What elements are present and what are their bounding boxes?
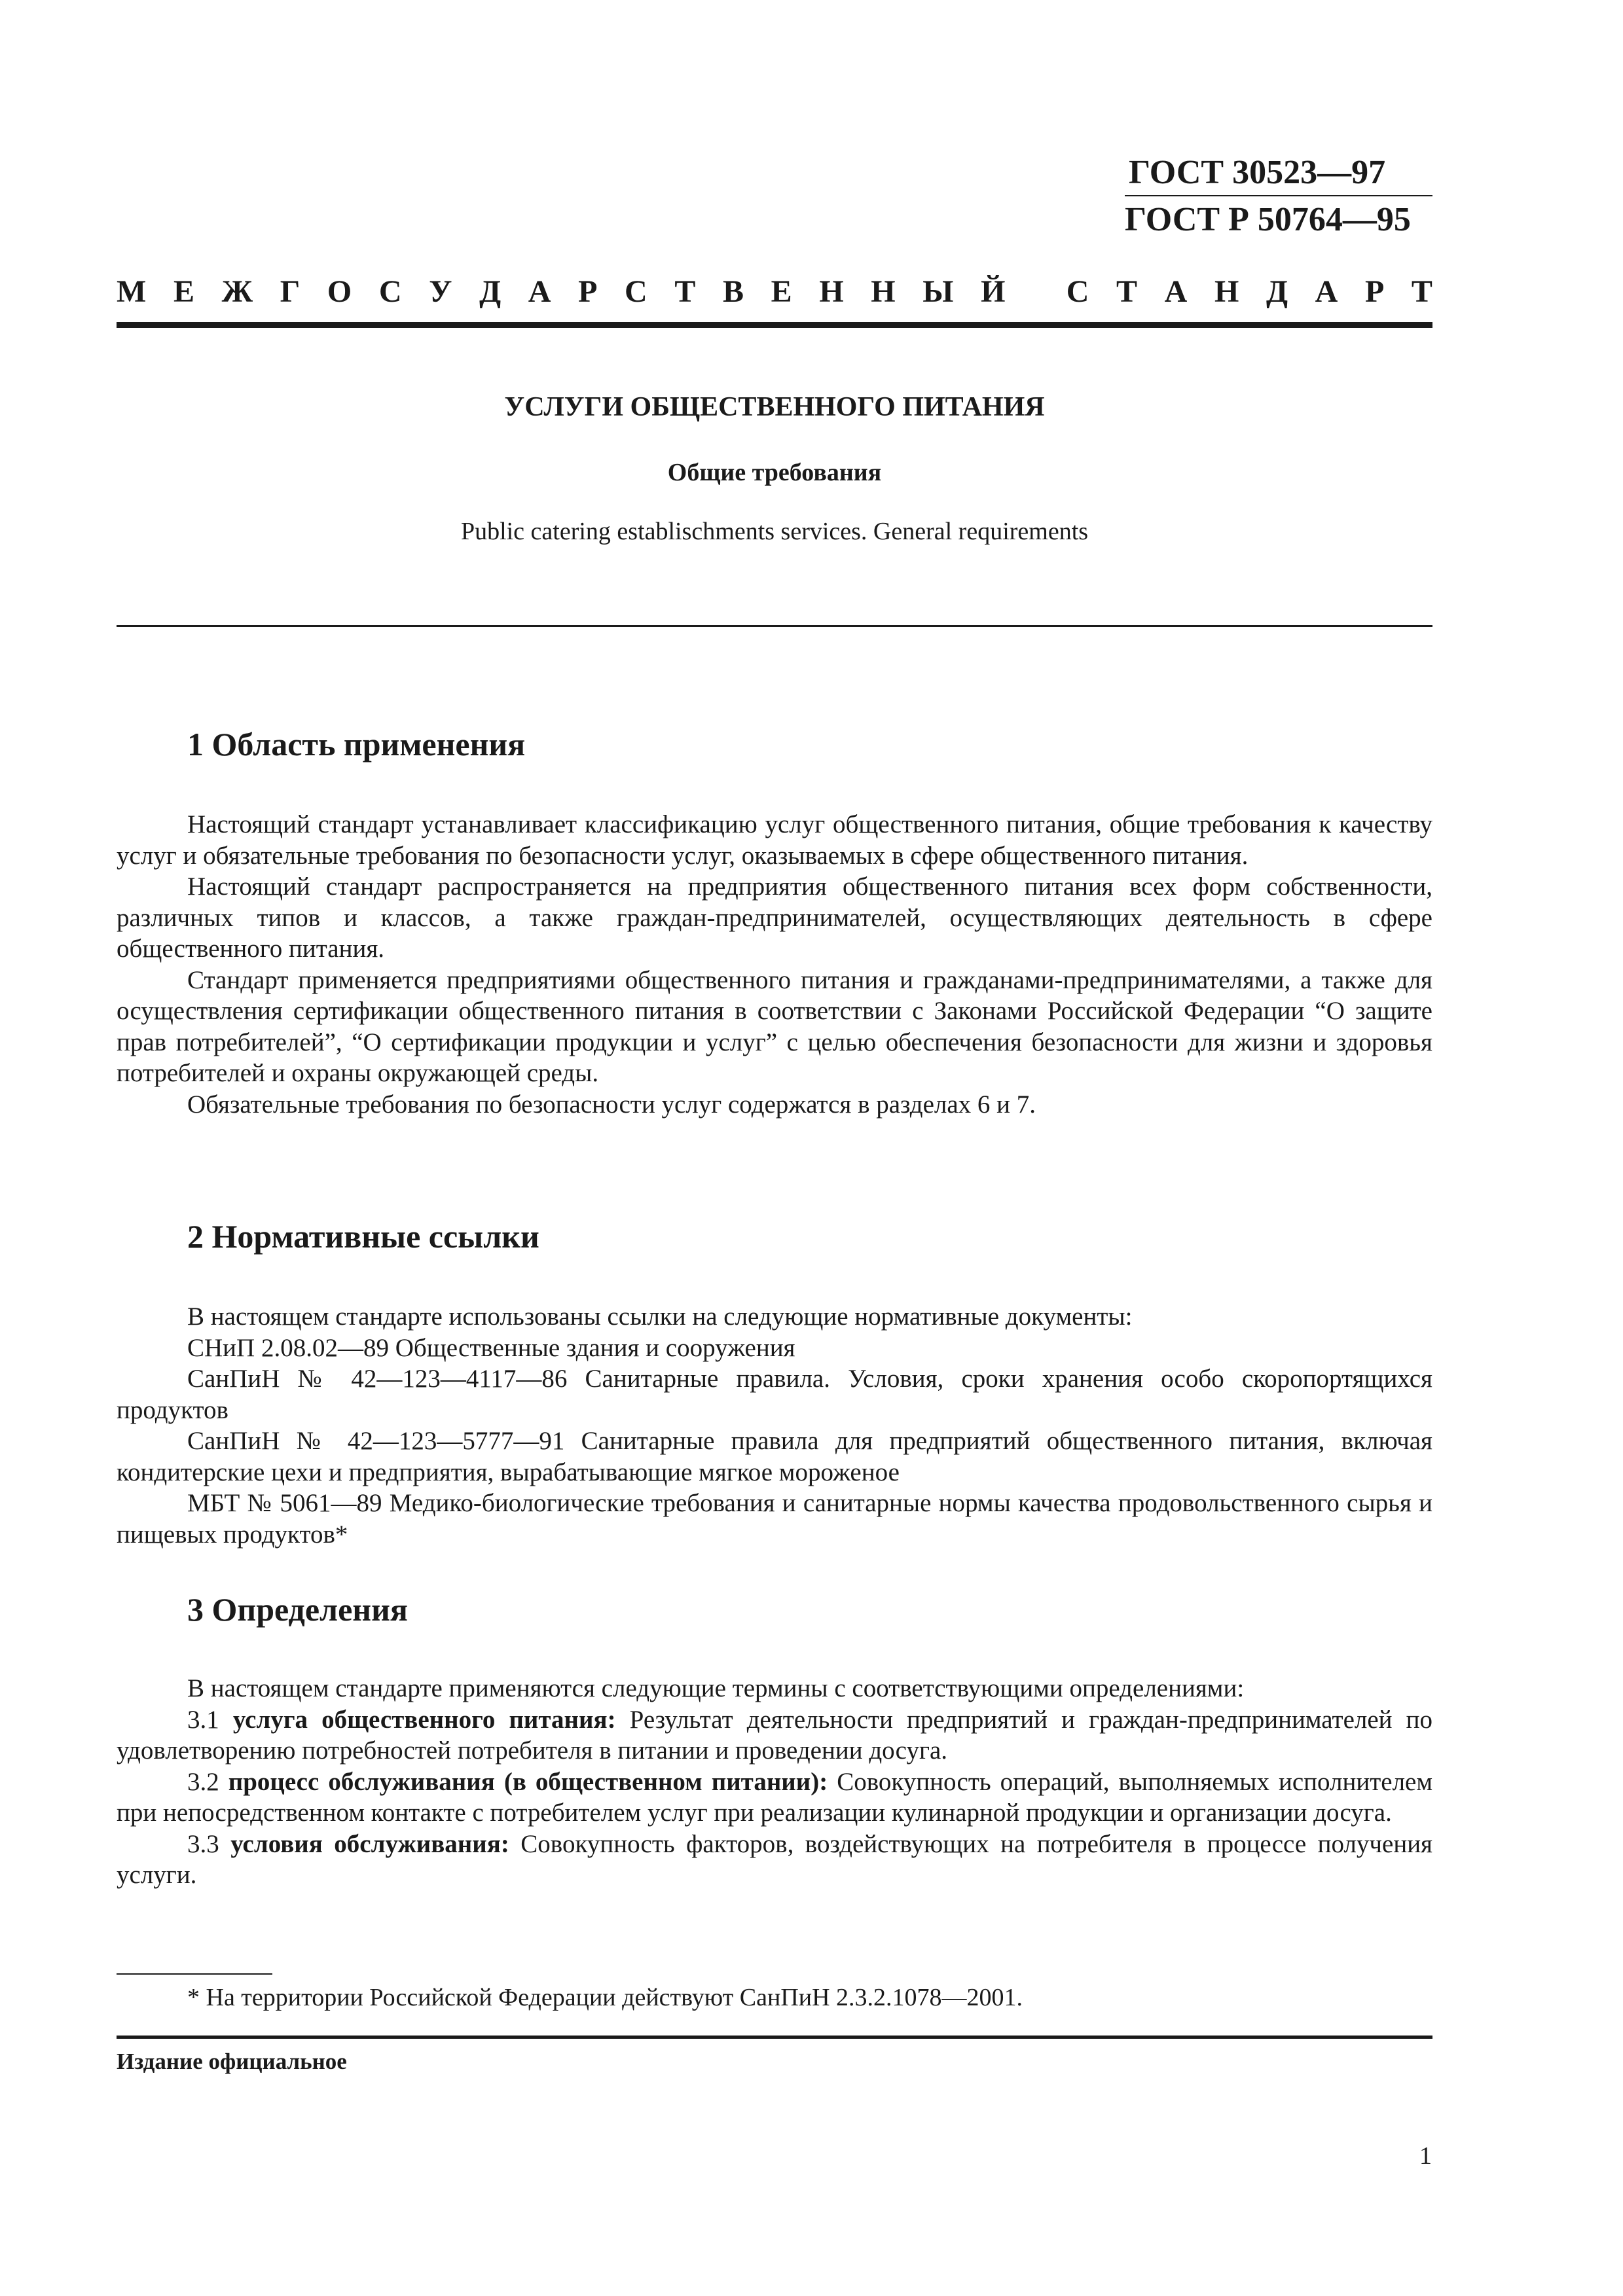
paragraph: В настоящем стандарте использованы ссылки на следующие нормативные документы: bbox=[187, 1302, 1133, 1331]
banner-letter: А bbox=[1315, 274, 1338, 309]
section-heading: 1 Область применения bbox=[187, 726, 526, 762]
banner-letter: Т bbox=[674, 274, 696, 309]
definition-term: услуга общественного питания: bbox=[232, 1705, 616, 1734]
banner-letter: Д bbox=[479, 274, 501, 309]
definition-item bbox=[117, 1829, 1432, 1891]
banner-letter: С bbox=[625, 274, 647, 309]
banner-letter: С bbox=[1066, 274, 1089, 309]
section-heading: 3 Определения bbox=[187, 1591, 408, 1628]
section-heading: 2 Нормативные ссылки bbox=[187, 1218, 539, 1255]
footnote-rule bbox=[117, 1973, 272, 1975]
banner-letter: О bbox=[327, 274, 352, 309]
paragraph: Обязательные требования по безопасности услуг содержатся в разделах 6 и 7. bbox=[187, 1090, 1036, 1119]
definition-number: 3.2 bbox=[187, 1767, 219, 1796]
paragraph: В настоящем стандарте применяются следующие термины с соответствующими определениями: bbox=[187, 1674, 1245, 1702]
banner-letter: Ы bbox=[922, 274, 954, 309]
footnote: * На территории Российской Федерации действуют СанПиН 2.3.2.1078—2001. bbox=[187, 1984, 1023, 2011]
gost-divider bbox=[1125, 195, 1432, 196]
definition-item bbox=[117, 1767, 1432, 1829]
banner-letter: У bbox=[429, 274, 452, 309]
gost-number-1: ГОСТ 30523—97 bbox=[1129, 154, 1386, 191]
banner-letter: Д bbox=[1266, 274, 1288, 309]
banner-letter: Н bbox=[1214, 274, 1239, 309]
section-scope bbox=[117, 725, 1432, 1120]
interstate-standard-banner bbox=[117, 274, 1432, 310]
banner-letter: М bbox=[117, 274, 147, 309]
reference-item: СанПиН № 42—123—4117—86 Санитарные правила. Условия, сроки хранения особо скоропортящихся продуктов bbox=[117, 1365, 1432, 1424]
banner-letter: Е bbox=[771, 274, 792, 309]
reference-item: СанПиН № 42—123—5777—91 Санитарные правила для предприятий общественного питания, включая кондитерские цехи и предприятия, вырабатывающие мягкое мороженое bbox=[117, 1427, 1432, 1486]
section-references bbox=[117, 1217, 1432, 1550]
banner-letter: Н bbox=[871, 274, 896, 309]
edition-label: Издание официальное bbox=[117, 2049, 347, 2074]
gost-number-2: ГОСТ Р 50764—95 bbox=[1125, 201, 1411, 238]
definition-term: процесс обслуживания (в общественном питании): bbox=[228, 1767, 828, 1796]
banner-letter: Ж bbox=[221, 274, 253, 309]
banner-gap bbox=[1032, 274, 1039, 310]
banner-letter: Е bbox=[173, 274, 194, 309]
english-title: Public catering establischments services. General requirements bbox=[460, 518, 1089, 545]
definition-text: Результат деятельности предприятий и граждан-предпринимателей по удовлетворению потребностей потребителя в питании и проведении досуга. bbox=[117, 1705, 1432, 1765]
header-rule bbox=[117, 322, 1432, 328]
banner-letter: Р bbox=[578, 274, 598, 309]
section-definitions bbox=[117, 1590, 1432, 1891]
banner-letter: Т bbox=[1411, 274, 1432, 309]
banner-letter: Н bbox=[819, 274, 844, 309]
definition-number: 3.1 bbox=[187, 1705, 219, 1734]
page-number: 1 bbox=[1419, 2142, 1432, 2170]
banner-letter: Р bbox=[1364, 274, 1385, 309]
reference-item: МБТ № 5061—89 Медико-биологические требования и санитарные нормы качества продовольственного сырья и пищевых продуктов* bbox=[117, 1489, 1432, 1549]
footer-rule bbox=[117, 2036, 1432, 2039]
banner-letter: Й bbox=[981, 274, 1006, 309]
document-title: УСЛУГИ ОБЩЕСТВЕННОГО ПИТАНИЯ bbox=[504, 392, 1045, 422]
banner-letter: А bbox=[528, 274, 551, 309]
definition-text: Совокупность факторов, воздействующих на потребителя в процессе получения услуги. bbox=[117, 1829, 1432, 1889]
paragraph: Настоящий стандарт распространяется на предприятия общественного питания всех форм собственности, различных типов и классов, а также граждан-предпринимателей, осуществляющих деятельность в сфере общественного питания. bbox=[117, 872, 1432, 963]
definition-text: Совокупность операций, выполняемых исполнителем при непосредственном контакте с потребителем услуг при реализации кулинарной продукции и организации досуга. bbox=[117, 1767, 1433, 1827]
banner-letter: Г bbox=[280, 274, 301, 309]
document-subtitle: Общие требования bbox=[667, 459, 882, 486]
reference-item: СНиП 2.08.02—89 Общественные здания и сооружения bbox=[187, 1333, 795, 1362]
paragraph: Стандарт применяется предприятиями общественного питания и гражданами-предпринимателями, а также для осуществления сертификации общественного питания в соответствии с Законами Российской Федерации “О защите прав потребителей”, “О сертификации продукции и услуг” с целью обеспечения безопасности для жизни и здоровья потребителей и охраны окружающей среды. bbox=[117, 965, 1432, 1087]
definition-term: условия обслуживания: bbox=[230, 1829, 509, 1858]
banner-letter: В bbox=[723, 274, 744, 309]
title-rule bbox=[117, 625, 1432, 627]
paragraph: Настоящий стандарт устанавливает классификацию услуг общественного питания, общие требования к качеству услуг и обязательные требования по безопасности услуг, оказываемых в сфере общественного питания. bbox=[117, 810, 1432, 870]
banner-letter: А bbox=[1164, 274, 1188, 309]
definition-item bbox=[117, 1704, 1432, 1767]
banner-letter: Т bbox=[1116, 274, 1138, 309]
banner-letter: С bbox=[378, 274, 402, 309]
definition-number: 3.3 bbox=[187, 1829, 219, 1858]
